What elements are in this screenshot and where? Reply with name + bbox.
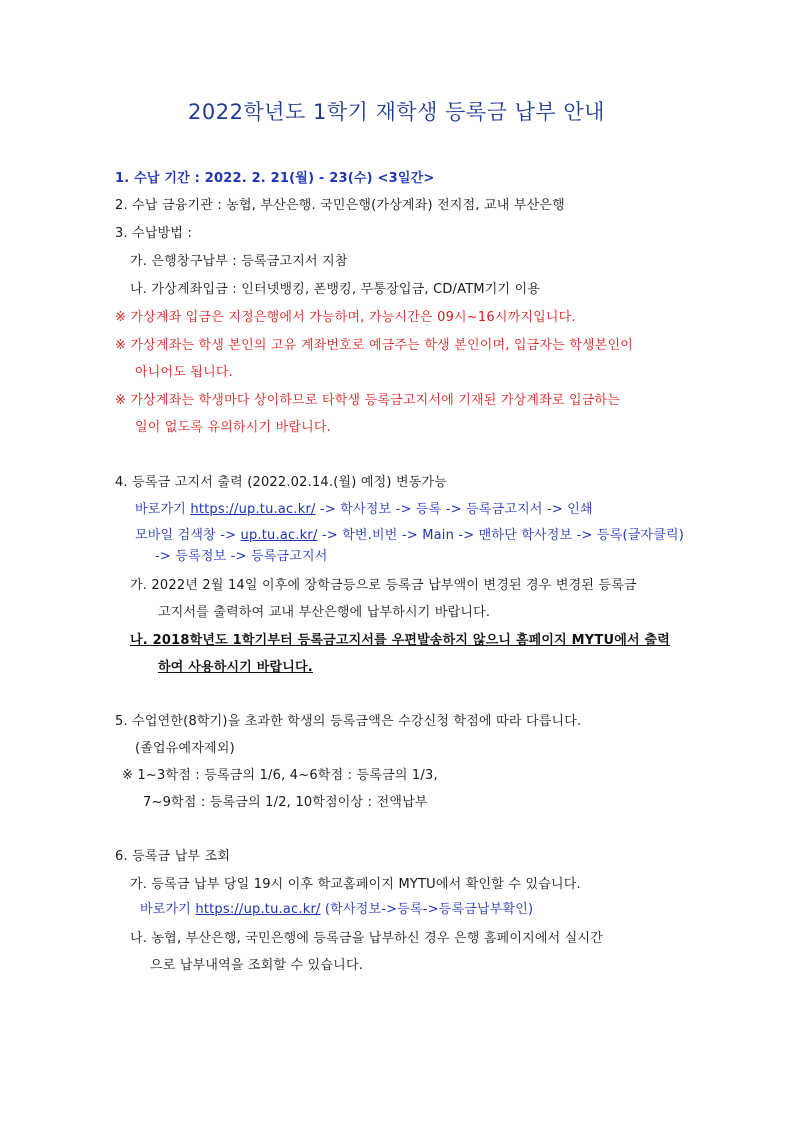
portal-link[interactable]: https://up.tu.ac.kr/: [195, 902, 321, 917]
section-4b-line2: 하여 사용하시기 바랍니다.: [158, 660, 313, 675]
mobile-link-row: [135, 527, 684, 545]
section-6-link-row: [140, 901, 533, 919]
section-2-banks: 2. 수납 금융기관 : 농협, 부산은행. 국민은행(가상계좌) 전지점, 교내 부산은행: [115, 198, 565, 213]
section-1-payment-period: 1. 수납 기간 : 2022. 2. 21(월) - 23(수) <3일간>: [115, 171, 435, 186]
shortcut-path: (학사정보->등록->등록금납부확인): [320, 902, 534, 917]
section-6a: 가. 등록금 납부 당일 19시 이후 학교홈페이지 MYTU에서 확인할 수 있습니다.: [130, 877, 581, 892]
section-3a-bank-counter: 가. 은행창구납부 : 등록금고지서 지참: [130, 254, 348, 269]
shortcut-prefix: 바로가기: [140, 902, 196, 917]
section-5-overrun: 5. 수업연한(8학기)을 초과한 학생의 등록금액은 수강신청 학점에 따라 다릅니다.: [115, 714, 582, 729]
section-4a-line2: 고지서를 출력하여 교내 부산은행에 납부하시기 바랍니다.: [158, 605, 491, 620]
notice-2-line2: 아니어도 됩니다.: [135, 365, 233, 380]
portal-link[interactable]: https://up.tu.ac.kr/: [190, 502, 316, 517]
section-6b-line1: 나. 농협, 부산은행, 국민은행에 등록금을 납부하신 경우 은행 홈페이지에서 실시간: [130, 931, 604, 946]
shortcut-link-row: [135, 501, 593, 519]
notice-3-line2: 일이 없도록 유의하시기 바랍니다.: [135, 420, 331, 435]
section-4a-line1: 가. 2022년 2월 14일 이후에 장학금등으로 등록금 납부액이 변경된 경우 변경된 등록금: [130, 578, 637, 593]
notice-1: ※ 가상계좌 입금은 지정은행에서 가능하며, 가능시간은 09시~16시까지입니다.: [115, 310, 576, 325]
mobile-portal-link[interactable]: up.tu.ac.kr/: [240, 528, 318, 543]
notice-3-line1: ※ 가상계좌는 학생마다 상이하므로 타학생 등록금고지서에 기재된 가상계좌로 입금하는: [115, 393, 621, 408]
section-3-method: 3. 수납방법 :: [115, 226, 193, 241]
notice-2-line1: ※ 가상계좌는 학생 본인의 고유 계좌번호로 예금주는 학생 본인이며, 입금자는 학생본인이: [115, 338, 634, 353]
page-title: 2022학년도 1학기 재학생 등록금 납부 안내: [188, 100, 605, 124]
shortcut-path: -> 학사정보 -> 등록 -> 등록금고지서 -> 인쇄: [315, 502, 593, 517]
section-6b-line2: 으로 납부내역을 조회할 수 있습니다.: [150, 958, 364, 973]
section-5-rates-line2: 7~9학점 : 등록금의 1/2, 10학점이상 : 전액납부: [143, 795, 428, 810]
mobile-path-continued: -> 등록정보 -> 등록금고지서: [155, 549, 328, 564]
section-4-notice-print: 4. 등록금 고지서 출력 (2022.02.14.(월) 예정) 변동가능: [115, 475, 448, 490]
section-3b-virtual-account: 나. 가상계좌입금 : 인터넷뱅킹, 폰뱅킹, 무통장입금, CD/ATM기기 이용: [130, 282, 541, 297]
mobile-prefix: 모바일 검색창 ->: [135, 528, 241, 543]
section-6-inquiry: 6. 등록금 납부 조회: [115, 849, 231, 864]
shortcut-prefix: 바로가기: [135, 502, 191, 517]
section-5-exclusion: (졸업유예자제외): [135, 741, 235, 756]
mobile-path: -> 학번.비번 -> Main -> 맨하단 학사정보 -> 등록(글자클릭): [317, 528, 685, 543]
section-5-rates-line1: ※ 1~3학점 : 등록금의 1/6, 4~6학점 : 등록금의 1/3,: [122, 768, 438, 783]
section-4b-line1: 나. 2018학년도 1학기부터 등록금고지서를 우편발송하지 않으니 홈페이지 MYTU에서 출력: [130, 633, 671, 648]
